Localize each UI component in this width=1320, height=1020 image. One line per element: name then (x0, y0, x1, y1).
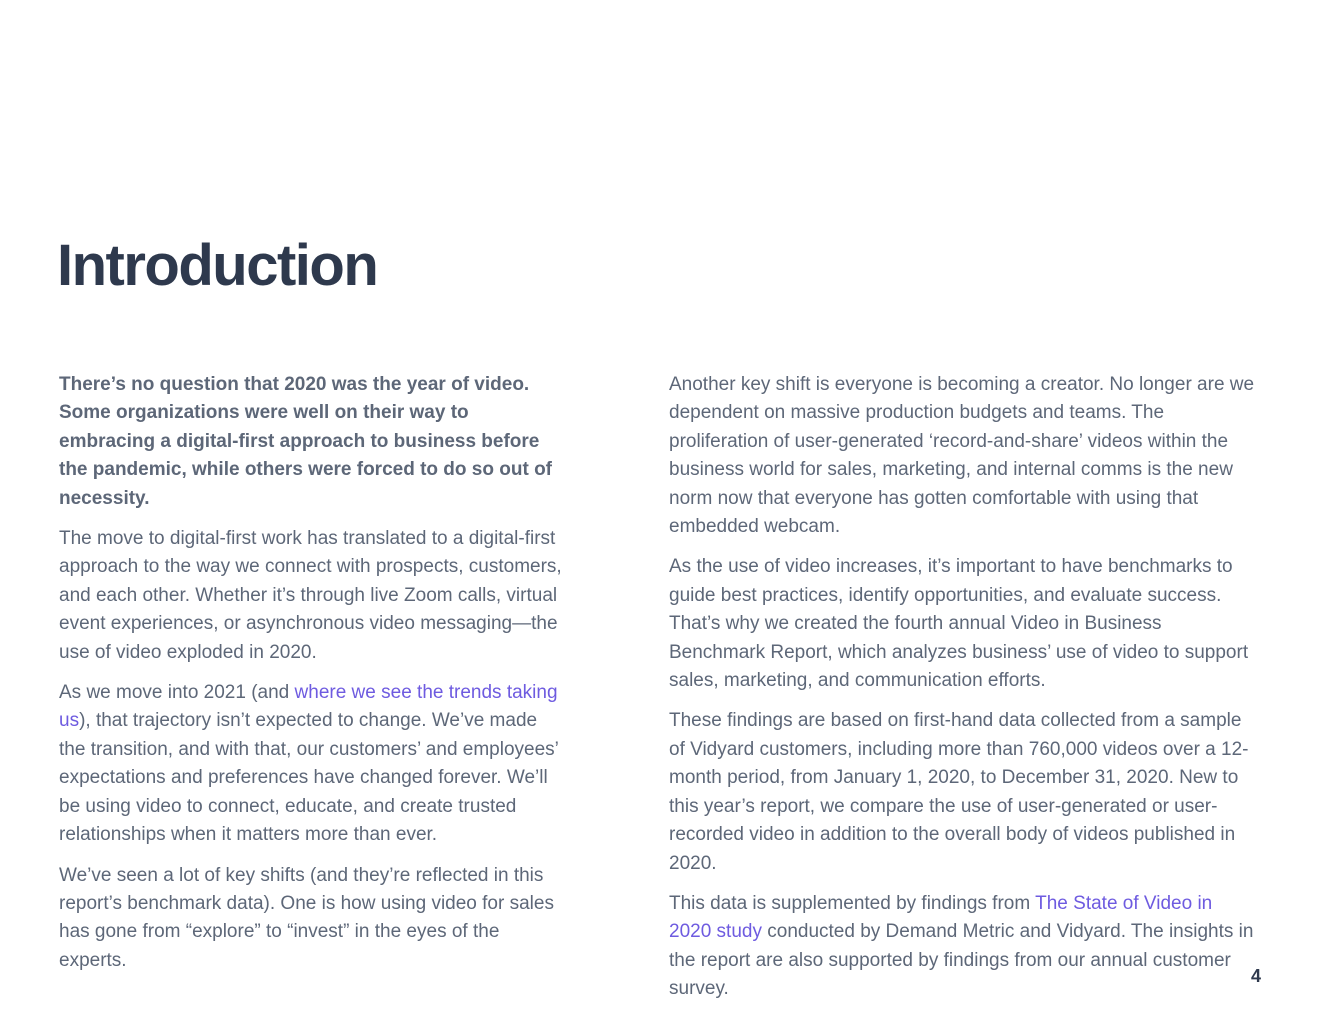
page-number: 4 (1250, 966, 1261, 986)
text-run: This data is supplemented by findings from (669, 892, 1036, 914)
text-run: conducted by Demand Metric and Vidyard. The insights in the report are also supported by findings from our annual customer survey. (669, 921, 1254, 1000)
page-title: Introduction (57, 233, 378, 298)
right-column (669, 371, 1257, 1016)
text-run: We’ve seen a lot of key shifts (and they’re reflected in this report’s benchmark data). One is how using video for sales has gone from “explore” to “invest” in the eyes of the experts. (59, 864, 554, 971)
paragraph (59, 862, 565, 976)
text-run: As we move into 2021 (and (59, 682, 295, 704)
paragraph (669, 890, 1257, 1004)
paragraph (669, 371, 1257, 541)
text-run: ), that trajectory isn’t expected to change. We’ve made the transition, and with that, our customers’ and employees’ expectations and preferences have changed forever. We’ll be using video to connect, educate, and create trusted relationships when it matters more than ever. (59, 710, 559, 846)
inline-link[interactable]: The State of Video in 2020 study (669, 892, 1213, 943)
text-run: As the use of video increases, it’s important to have benchmarks to guide best practices, identify opportunities, and evaluate success. That’s why we created the fourth annual Video in Business Benchmark Report, which analyzes business’ use of video to support sales, marketing, and communication efforts. (669, 556, 1249, 692)
paragraph (59, 525, 565, 667)
paragraph (59, 371, 565, 513)
paragraph (669, 553, 1257, 695)
two-column-body (59, 371, 1257, 1016)
paragraph (59, 679, 565, 849)
text-run: Another key shift is everyone is becoming a creator. No longer are we dependent on massive production budgets and teams. The proliferation of user-generated ‘record-and-share’ videos within the business world for sales, marketing, and internal comms is the new norm now that everyone has gotten comfortable with using that embedded webcam. (669, 374, 1255, 538)
paragraph (669, 707, 1257, 877)
left-column (59, 371, 565, 1016)
text-run: The move to digital-first work has translated to a digital-first approach to the way we connect with prospects, customers, and each other. Whether it’s through live Zoom calls, virtual event experiences, or asynchronous video messaging—the use of video exploded in 2020. (59, 528, 562, 663)
text-run: These findings are based on first-hand data collected from a sample of Vidyard customers, including more than 760,000 videos over a 12-month period, from January 1, 2020, to December 31, 2020. New to this year’s report, we compare the use of user-generated or user-recorded video in addition to the overall body of videos published in 2020. (669, 710, 1249, 874)
inline-link[interactable]: where we see the trends taking us (59, 682, 558, 732)
text-run: There’s no question that 2020 was the year of video. Some organizations were well on their way to embracing a digital-first approach to business before the pandemic, while others were forced to do so out of necessity. (59, 374, 552, 509)
